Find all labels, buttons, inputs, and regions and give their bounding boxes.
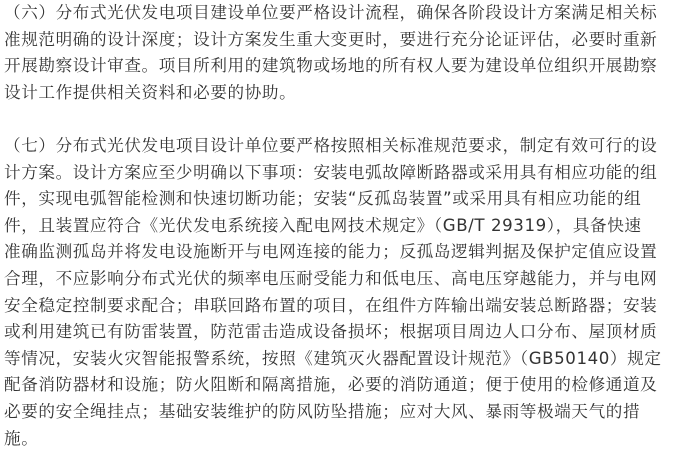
text-line: 开展勘察设计审查。项目所利用的建筑物或场地的所有权人要为建设单位组织开展勘察: [4, 56, 658, 76]
paragraph-spacer: [4, 106, 678, 133]
article-body: [4, 0, 678, 452]
text-line: 配备消防器材和设施；防火阻断和隔离措施，必要的消防通道；便于使用的检修通道及: [4, 375, 658, 395]
text-line: （七）分布式光伏发电项目设计单位要严格按照相关标准规范要求，制定有效可行的设: [4, 135, 658, 155]
text-line: 施。: [4, 428, 39, 448]
text-line: 件，实现电弧智能检测和快速切断功能；安装“反孤岛装置”或采用具有相应功能的组: [4, 189, 642, 209]
text-line: （六）分布式光伏发电项目建设单位要严格设计流程，确保各阶段设计方案满足相关标: [4, 3, 658, 22]
text-line: 等情况，安装火灾智能报警系统，按照《建筑灭火器配置设计规范》（GB50140）规定: [4, 348, 662, 368]
text-line: 计方案。设计方案应至少明确以下事项：安装电弧故障断路器或采用具有相应功能的组: [4, 162, 658, 182]
text-line: 准规范明确的设计深度；设计方案发生重大变更时，要进行充分论证评估，必要时重新: [4, 29, 658, 49]
text-line: 合理，不应影响分布式光伏的频率电压耐受能力和低电压、高电压穿越能力，并与电网: [4, 268, 658, 288]
text-line: 必要的安全绳挂点；基础安装维护的防风防坠措施；应对大风、暴雨等极端天气的措: [4, 401, 641, 421]
paragraph-six: [4, 0, 678, 106]
text-line: 安全稳定控制要求配合；串联回路布置的项目，在组件方阵输出端安装总断路器；安装: [4, 295, 658, 315]
text-line: 件，且装置应符合《光伏发电系统接入配电网技术规定》（GB/T 29319），具备快速: [4, 215, 642, 235]
text-line: 或利用建筑已有防雷装置，防范雷击造成设备损坏；根据项目周边人口分布、屋顶材质: [4, 322, 658, 342]
paragraph-seven: [4, 133, 678, 452]
text-line: 准确监测孤岛并将发电设施断开与电网连接的能力；反孤岛逻辑判据及保护定值应设置: [4, 242, 658, 262]
text-line: 设计工作提供相关资料和必要的协助。: [4, 82, 297, 102]
